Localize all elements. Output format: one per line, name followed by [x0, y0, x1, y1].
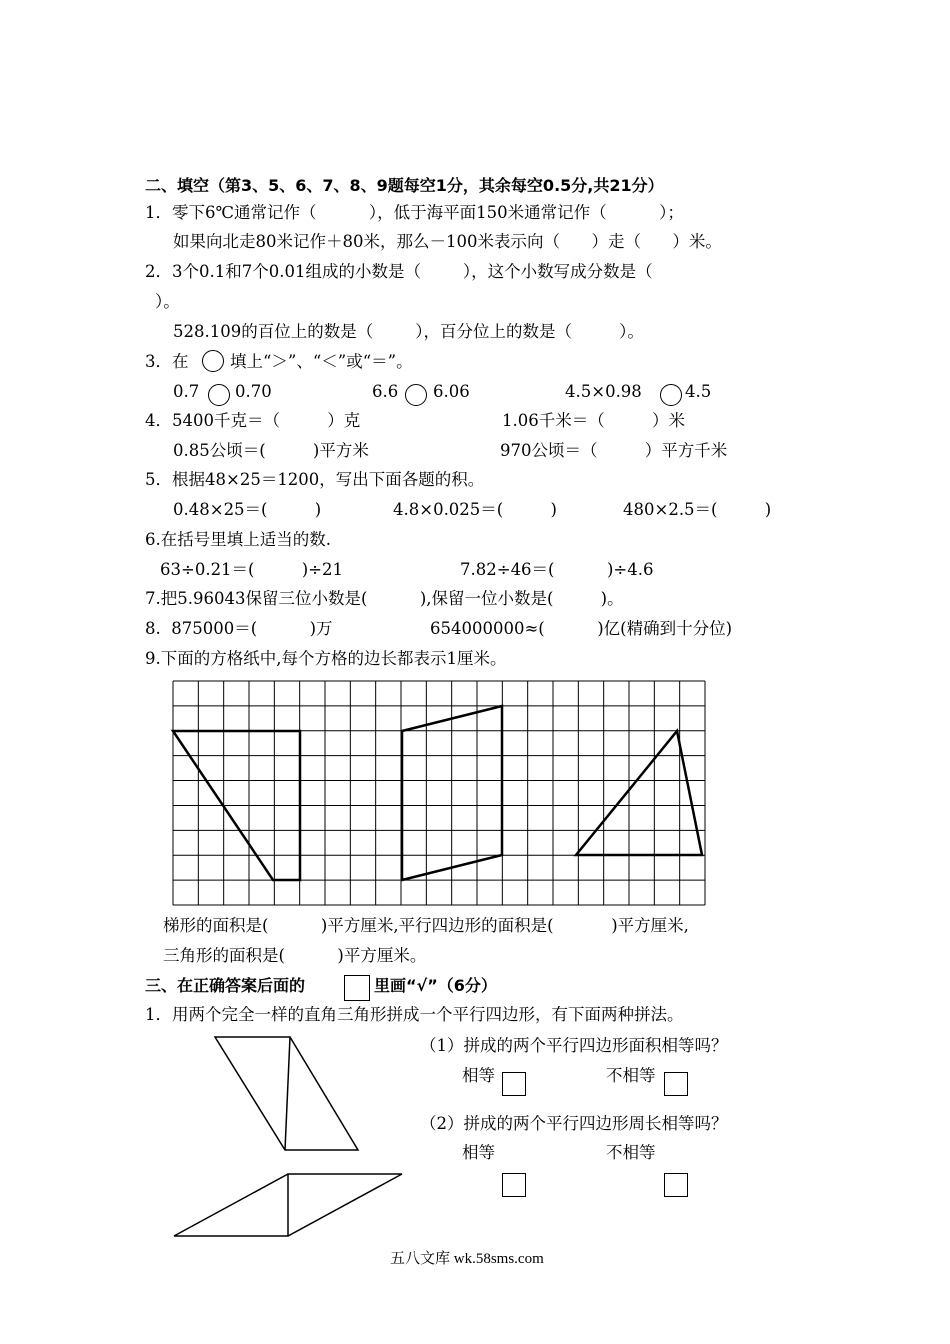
sub2-yes-checkbox[interactable]	[502, 1173, 526, 1197]
checkbox-sample-icon	[344, 975, 370, 1001]
sub1-no-label: 不相等	[606, 1066, 656, 1085]
parallelogram-arrangement-1	[210, 1035, 360, 1153]
parallelogram-arrangement-2	[170, 1170, 406, 1240]
q3-item-a-right: 0.70	[235, 382, 272, 401]
q2-line3: 528.109的百位上的数是（ ），百分位上的数是（ ）。	[173, 322, 644, 341]
q1-line2: 如果向北走80米记作＋80米，那么－100米表示向（ ）走（ ）米。	[173, 232, 722, 251]
sub-question-2: （2）拼成的两个平行四边形周长相等吗？	[420, 1114, 728, 1133]
sub2-yes-label: 相等	[462, 1143, 495, 1162]
q6-item1: 63÷0.21＝( )÷21	[160, 560, 343, 579]
q4-item3: 0.85公顷＝( )平方米	[173, 441, 369, 460]
q2-line1: 2．3个0.1和7个0.01组成的小数是（ ），这个小数写成分数是（	[145, 262, 653, 281]
q3-prefix: 3．在	[145, 352, 189, 371]
sub2-no-checkbox[interactable]	[664, 1173, 688, 1197]
compare-circle-c[interactable]	[660, 384, 682, 406]
q8-item2: 654000000≈( )亿(精确到十分位)	[430, 619, 733, 638]
q2-line2: ）。	[155, 292, 180, 311]
q3-item-b-right: 6.06	[433, 382, 470, 401]
q3-item-c-left: 4.5×0.98	[565, 382, 642, 401]
q8-item1: 8. 875000＝( )万	[145, 619, 333, 638]
q4-item2: 1.06千米＝（ ）米	[502, 411, 685, 430]
q5-item3: 480×2.5＝( )	[623, 500, 772, 519]
q6-item2: 7.82÷46＝( )÷4.6	[460, 560, 654, 579]
q9-line: 9.下面的方格纸中,每个方格的边长都表示1厘米。	[145, 649, 507, 668]
sub1-no-checkbox[interactable]	[664, 1072, 688, 1096]
q6-line1: 6.在括号里填上适当的数.	[145, 530, 331, 549]
compare-circle-a[interactable]	[208, 384, 230, 406]
section2-title: 二、填空（第3、5、6、7、8、9题每空1分，其余每空0.5分,共21分）	[145, 176, 664, 195]
section3-title-suffix: 里画“√”（6分）	[374, 976, 497, 995]
sub1-yes-label: 相等	[462, 1066, 495, 1085]
s3-q1-line: 1．用两个完全一样的直角三角形拼成一个平行四边形，有下面两种拼法。	[145, 1005, 684, 1024]
q3-suffix: 填上“＞”、“＜”或“＝”。	[230, 352, 413, 371]
q3-item-b-left: 6.6	[372, 382, 399, 401]
footer-text: 五八文库 wk.58sms.com	[390, 1251, 544, 1267]
q9-answer2: 三角形的面积是( )平方厘米。	[163, 946, 427, 965]
triangle-shape	[576, 731, 702, 855]
q7-line: 7.把5.96043保留三位小数是( ),保留一位小数是( )。	[145, 589, 624, 608]
section3-title-prefix: 三、在正确答案后面的	[145, 976, 306, 995]
q4-item4: 970公顷＝（ ）平方千米	[500, 441, 728, 460]
q3-item-a-left: 0.7	[173, 382, 200, 401]
q4-item1: 4．5400千克＝（ ）克	[145, 411, 361, 430]
grid-paper	[173, 681, 705, 905]
q5-line1: 5．根据48×25＝1200，写出下面各题的积。	[145, 470, 485, 489]
sub2-no-label: 不相等	[606, 1143, 656, 1162]
sub-question-1: （1）拼成的两个平行四边形面积相等吗？	[420, 1036, 728, 1055]
q3-item-c-right: 4.5	[685, 382, 712, 401]
compare-circle-b[interactable]	[405, 384, 427, 406]
q5-item2: 4.8×0.025＝( )	[393, 500, 557, 519]
q9-answer1: 梯形的面积是( )平方厘米,平行四边形的面积是( )平方厘米,	[163, 916, 689, 935]
q5-item1: 0.48×25＝( )	[173, 500, 322, 519]
q1-line1: 1．零下6℃通常记作（ ），低于海平面150米通常记作（ ）；	[145, 203, 684, 222]
compare-circle-icon	[202, 350, 224, 372]
sub1-yes-checkbox[interactable]	[502, 1072, 526, 1096]
